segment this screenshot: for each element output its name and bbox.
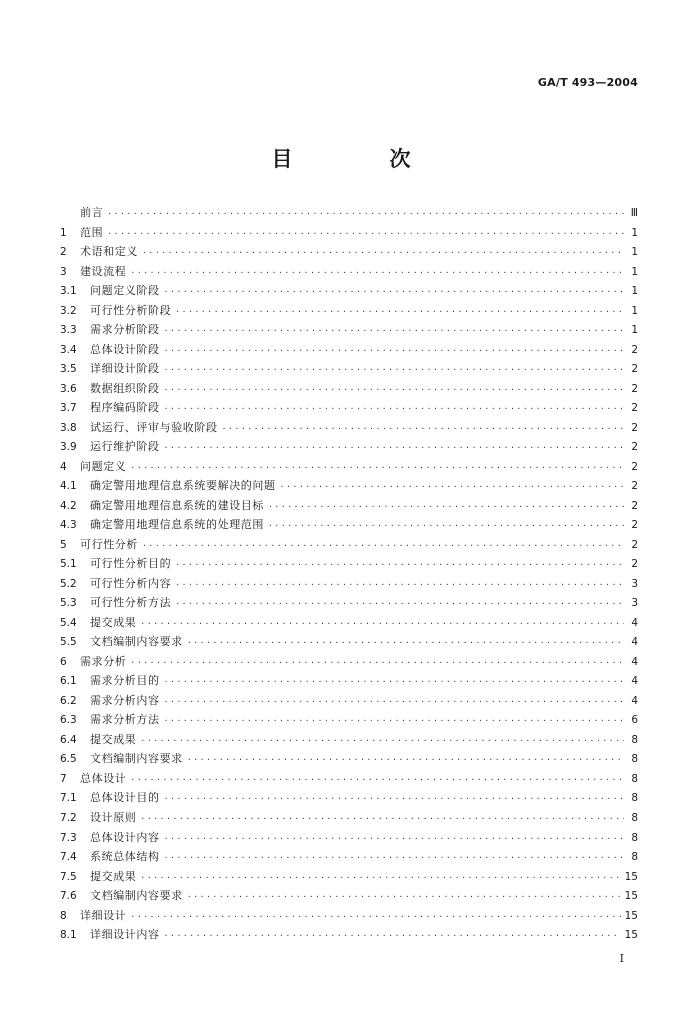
- toc-entry-number: 8.1: [60, 929, 77, 942]
- toc-entry[interactable]: [60, 710, 638, 730]
- toc-entry-number: 6.3: [60, 714, 77, 727]
- table-of-contents: [60, 203, 638, 945]
- toc-entry-number: 6.5: [60, 753, 77, 766]
- toc-entry-number: 6: [60, 655, 67, 668]
- toc-entry-number: 3.5: [60, 363, 77, 376]
- page-title: 目 次: [271, 146, 449, 171]
- toc-entry-title: 可行性分析目的: [90, 557, 172, 571]
- toc-entry-page: 8: [631, 811, 638, 824]
- toc-entry[interactable]: [60, 925, 638, 945]
- toc-leader-dots: [107, 224, 624, 244]
- toc-entry-title: 需求分析方法: [90, 713, 160, 727]
- toc-leader-dots: [187, 887, 621, 907]
- toc-leader-dots: [130, 907, 620, 927]
- toc-entry-title: 总体设计: [80, 771, 127, 785]
- toc-entry[interactable]: [60, 574, 638, 594]
- toc-entry-title: 可行性分析: [80, 537, 138, 551]
- toc-entry-title: 确定警用地理信息系统要解决的问题: [90, 479, 276, 493]
- page-number: Ⅰ: [619, 952, 624, 965]
- toc-leader-dots: [175, 594, 624, 614]
- toc-entry[interactable]: [60, 203, 638, 223]
- toc-leader-dots: [175, 575, 624, 595]
- toc-entry-page: 2: [631, 441, 638, 454]
- toc-entry-number: 3.3: [60, 324, 77, 337]
- toc-entry[interactable]: [60, 320, 638, 340]
- toc-entry-page: 8: [631, 851, 638, 864]
- toc-entry-page: 4: [631, 636, 638, 649]
- toc-entry[interactable]: [60, 437, 638, 457]
- toc-entry-page: 2: [631, 382, 638, 395]
- toc-entry-number: 4.2: [60, 499, 77, 512]
- toc-entry-page: 2: [631, 402, 638, 415]
- toc-entry-title: 系统总体结构: [90, 850, 160, 864]
- toc-entry[interactable]: [60, 554, 638, 574]
- toc-leader-dots: [164, 380, 624, 400]
- toc-leader-dots: [140, 868, 620, 888]
- toc-entry-title: 总体设计阶段: [90, 342, 160, 356]
- toc-entry[interactable]: [60, 476, 638, 496]
- toc-entry[interactable]: [60, 847, 638, 867]
- toc-entry[interactable]: [60, 496, 638, 516]
- toc-entry-page: 2: [631, 460, 638, 473]
- toc-entry-number: 8: [60, 909, 67, 922]
- toc-entry-title: 详细设计: [80, 908, 127, 922]
- standard-code: GA/T 493—2004: [537, 76, 638, 89]
- toc-entry[interactable]: [60, 223, 638, 243]
- toc-entry-number: 3.7: [60, 402, 77, 415]
- toc-entry-number: 6.1: [60, 675, 77, 688]
- toc-entry-title: 设计原则: [90, 810, 137, 824]
- toc-entry[interactable]: [60, 652, 638, 672]
- toc-entry-page: 8: [631, 831, 638, 844]
- toc-leader-dots: [164, 711, 624, 731]
- toc-entry-page: 2: [631, 421, 638, 434]
- toc-leader-dots: [175, 302, 624, 322]
- toc-leader-dots: [140, 809, 624, 829]
- toc-entry-title: 问题定义: [80, 459, 127, 473]
- toc-entry-page: 2: [631, 480, 638, 493]
- toc-entry-page: Ⅲ: [630, 207, 638, 219]
- toc-entry-number: 5: [60, 538, 67, 551]
- toc-entry[interactable]: [60, 788, 638, 808]
- toc-entry-number: 4.1: [60, 480, 77, 493]
- toc-entry[interactable]: [60, 613, 638, 633]
- toc-entry-page: 3: [631, 597, 638, 610]
- toc-leader-dots: [164, 672, 624, 692]
- toc-entry-page: 8: [631, 753, 638, 766]
- toc-entry-number: 2: [60, 246, 67, 259]
- toc-entry-title: 详细设计内容: [90, 928, 160, 942]
- toc-entry[interactable]: [60, 691, 638, 711]
- toc-entry[interactable]: [60, 379, 638, 399]
- toc-entry-title: 需求分析: [80, 654, 127, 668]
- toc-entry-page: 4: [631, 694, 638, 707]
- toc-entry-title: 范围: [80, 225, 104, 239]
- toc-leader-dots: [164, 399, 624, 419]
- toc-entry-page: 2: [631, 538, 638, 551]
- toc-entry-number: 3.9: [60, 441, 77, 454]
- toc-entry-title: 确定警用地理信息系统的处理范围: [90, 518, 264, 532]
- toc-entry-number: 5.2: [60, 577, 77, 590]
- toc-entry-number: 3.1: [60, 285, 77, 298]
- toc-entry-title: 需求分析内容: [90, 693, 160, 707]
- toc-entry-page: 8: [631, 772, 638, 785]
- toc-entry[interactable]: [60, 457, 638, 477]
- toc-entry-page: 2: [631, 499, 638, 512]
- toc-entry-page: 1: [631, 246, 638, 259]
- toc-leader-dots: [222, 419, 624, 439]
- toc-entry-page: 2: [631, 363, 638, 376]
- toc-entry-title: 试运行、评审与验收阶段: [90, 420, 218, 434]
- toc-entry[interactable]: [60, 632, 638, 652]
- toc-leader-dots: [164, 692, 624, 712]
- toc-entry[interactable]: [60, 398, 638, 418]
- toc-entry-page: 15: [624, 909, 638, 922]
- toc-leader-dots: [130, 458, 624, 478]
- toc-entry-title: 需求分析阶段: [90, 323, 160, 337]
- toc-leader-dots: [130, 263, 624, 283]
- toc-entry[interactable]: [60, 593, 638, 613]
- toc-entry-page: 15: [624, 929, 638, 942]
- toc-leader-dots: [140, 731, 624, 751]
- toc-entry-number: 4: [60, 460, 67, 473]
- toc-entry-page: 2: [631, 343, 638, 356]
- toc-entry-title: 可行性分析阶段: [90, 303, 172, 317]
- toc-entry-title: 总体设计目的: [90, 791, 160, 805]
- toc-leader-dots: [175, 555, 624, 575]
- toc-leader-dots: [164, 438, 624, 458]
- toc-leader-dots: [187, 750, 624, 770]
- toc-entry[interactable]: [60, 906, 638, 926]
- toc-leader-dots: [164, 829, 624, 849]
- toc-entry-page: 8: [631, 792, 638, 805]
- toc-entry-title: 提交成果: [90, 615, 137, 629]
- toc-entry-number: 5.4: [60, 616, 77, 629]
- toc-entry-title: 可行性分析方法: [90, 596, 172, 610]
- toc-entry-title: 运行维护阶段: [90, 440, 160, 454]
- toc-entry-page: 15: [624, 870, 638, 883]
- toc-leader-dots: [164, 321, 624, 341]
- toc-leader-dots: [280, 477, 624, 497]
- toc-entry-title: 数据组织阶段: [90, 381, 160, 395]
- toc-entry-page: 1: [631, 304, 638, 317]
- toc-entry-page: 1: [631, 285, 638, 298]
- toc-leader-dots: [187, 633, 624, 653]
- toc-leader-dots: [142, 243, 624, 263]
- toc-entry-number: 7.4: [60, 851, 77, 864]
- toc-entry-number: 3.6: [60, 382, 77, 395]
- toc-entry-number: 7.5: [60, 870, 77, 883]
- toc-entry-page: 2: [631, 558, 638, 571]
- toc-entry-number: 6.2: [60, 694, 77, 707]
- toc-entry-page: 1: [631, 226, 638, 239]
- toc-entry[interactable]: [60, 730, 638, 750]
- toc-leader-dots: [164, 848, 624, 868]
- toc-entry-title: 文档编制内容要求: [90, 635, 183, 649]
- toc-entry[interactable]: [60, 242, 638, 262]
- toc-entry-title: 需求分析目的: [90, 674, 160, 688]
- toc-entry-page: 4: [631, 655, 638, 668]
- toc-entry-title: 文档编制内容要求: [90, 752, 183, 766]
- toc-entry-title: 术语和定义: [80, 245, 138, 259]
- toc-entry-title: 提交成果: [90, 732, 137, 746]
- toc-entry-title: 可行性分析内容: [90, 576, 172, 590]
- toc-entry-page: 4: [631, 675, 638, 688]
- toc-entry-page: 3: [631, 577, 638, 590]
- toc-entry[interactable]: [60, 671, 638, 691]
- toc-entry-number: 7.1: [60, 792, 77, 805]
- toc-leader-dots: [107, 204, 624, 224]
- toc-entry[interactable]: [60, 515, 638, 535]
- toc-entry-number: 1: [60, 226, 67, 239]
- toc-entry-number: 3: [60, 265, 67, 278]
- toc-entry-number: 6.4: [60, 733, 77, 746]
- toc-entry-title: 问题定义阶段: [90, 284, 160, 298]
- toc-entry-number: 5.1: [60, 558, 77, 571]
- toc-entry[interactable]: [60, 340, 638, 360]
- toc-entry-title: 总体设计内容: [90, 830, 160, 844]
- toc-entry[interactable]: [60, 749, 638, 769]
- toc-entry-page: 6: [631, 714, 638, 727]
- toc-leader-dots: [164, 789, 624, 809]
- toc-entry[interactable]: [60, 301, 638, 321]
- toc-leader-dots: [142, 536, 624, 556]
- toc-leader-dots: [164, 341, 624, 361]
- toc-entry[interactable]: [60, 262, 638, 282]
- toc-entry-title: 前言: [80, 206, 104, 219]
- toc-entry-number: 7.2: [60, 811, 77, 824]
- toc-entry[interactable]: [60, 808, 638, 828]
- toc-entry[interactable]: [60, 769, 638, 789]
- toc-leader-dots: [140, 614, 624, 634]
- toc-entry-number: 7.3: [60, 831, 77, 844]
- toc-leader-dots: [268, 516, 624, 536]
- toc-entry-number: 7: [60, 772, 67, 785]
- toc-entry-number: 5.5: [60, 636, 77, 649]
- toc-entry-title: 文档编制内容要求: [90, 889, 183, 903]
- toc-entry[interactable]: [60, 359, 638, 379]
- toc-entry-title: 程序编码阶段: [90, 401, 160, 415]
- toc-entry[interactable]: [60, 418, 638, 438]
- toc-entry[interactable]: [60, 828, 638, 848]
- toc-entry-title: 详细设计阶段: [90, 362, 160, 376]
- toc-leader-dots: [164, 926, 621, 946]
- toc-entry-page: 4: [631, 616, 638, 629]
- toc-leader-dots: [164, 360, 624, 380]
- toc-entry-page: 15: [624, 890, 638, 903]
- toc-entry-number: 4.3: [60, 519, 77, 532]
- toc-leader-dots: [130, 770, 624, 790]
- toc-entry[interactable]: [60, 867, 638, 887]
- toc-entry-page: 1: [631, 265, 638, 278]
- toc-entry-number: 7.6: [60, 890, 77, 903]
- toc-entry-title: 建设流程: [80, 264, 127, 278]
- toc-entry-title: 提交成果: [90, 869, 137, 883]
- toc-entry[interactable]: [60, 886, 638, 906]
- toc-leader-dots: [164, 282, 624, 302]
- toc-entry-number: 3.8: [60, 421, 77, 434]
- toc-leader-dots: [268, 497, 624, 517]
- toc-entry-title: 确定警用地理信息系统的建设目标: [90, 498, 264, 512]
- toc-entry[interactable]: [60, 535, 638, 555]
- toc-entry-page: 2: [631, 519, 638, 532]
- toc-entry-page: 8: [631, 733, 638, 746]
- toc-entry[interactable]: [60, 281, 638, 301]
- toc-entry-number: 3.4: [60, 343, 77, 356]
- toc-entry-number: 3.2: [60, 304, 77, 317]
- toc-entry-number: 5.3: [60, 597, 77, 610]
- toc-leader-dots: [130, 653, 624, 673]
- toc-entry-page: 1: [631, 324, 638, 337]
